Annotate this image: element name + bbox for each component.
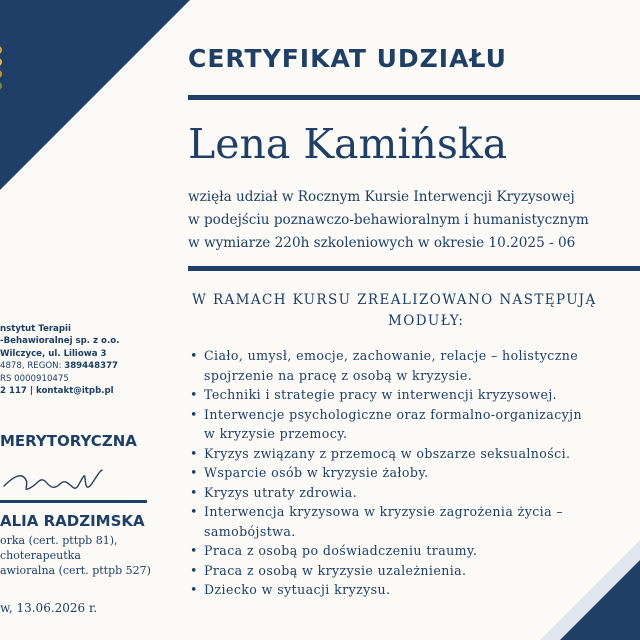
module-item: • Techniki i strategie pracy w interwencji kryzysowej. — [190, 385, 640, 405]
module-item: • Praca z osobą w kryzysie uzależnienia. — [190, 561, 640, 581]
module-item: • Praca z osobą po doświadczeniu traumy. — [190, 541, 640, 561]
modules-list — [190, 346, 640, 600]
description-line: wzięła udział w Rocznym Kursie Interwencji Kryzysowej — [188, 189, 575, 205]
modules-header-line: W RAMACH KURSU ZREALIZOWANO NASTĘPUJĄ — [192, 292, 597, 308]
module-item: • Ciało, umysł, emocje, zachowanie, relacje – holistyczne — [190, 346, 640, 366]
module-item-continuation: w kryzysie przemocy. — [204, 426, 348, 441]
module-item: • Wsparcie osób w kryzysie żałoby. — [190, 463, 640, 483]
signatory-role: orka (cert. pttpb 81), — [0, 534, 118, 547]
signatory-roles — [0, 533, 151, 578]
logo-icon — [0, 46, 8, 94]
description-line: w wymiarze 220h szkoleniowych w okresie 10.2025 - 06 — [188, 235, 576, 251]
modules-header — [188, 290, 640, 332]
corner-decoration-top-left — [0, 0, 190, 190]
module-item-continuation: samobójstwa. — [204, 523, 296, 539]
module-item: • Interwencja kryzysowa w kryzysie zagrożenia życia – — [190, 502, 640, 522]
org-name-line: -Behawioralnej sp. z o.o. — [0, 336, 120, 347]
org-krs: RS 0000910475 — [0, 373, 69, 384]
certificate-description — [188, 186, 640, 255]
module-item-continuation: spojrzenie na pracę z osobą w kryzysie. — [204, 367, 473, 383]
signature-graphic — [0, 462, 110, 500]
place-and-date: w, 13.06.2026 r. — [0, 601, 98, 615]
org-registry-line: 4878, REGON: 389448377 — [0, 361, 119, 372]
signatory-name: ALIA RADZIMSKA — [0, 512, 145, 530]
signatory-heading: MERYTORYCZNA — [0, 432, 137, 450]
signatory-role: choterapeutka — [0, 549, 81, 562]
module-item: • Kryzys związany z przemocą w obszarze seksualności. — [190, 444, 640, 464]
signatory-role: awioralna (cert. pttpb 527) — [0, 564, 151, 577]
organization-details — [0, 323, 150, 397]
org-contact: 2 117 | kontakt@itpb.pl — [0, 386, 114, 397]
description-line: w podejściu poznawczo-behawioralnym i humanistycznym — [188, 212, 589, 228]
description-divider — [188, 266, 640, 271]
module-item: • Dziecko w sytuacji kryzysu. — [190, 580, 640, 600]
recipient-name: Lena Kamińska — [188, 120, 508, 168]
title-divider — [188, 95, 640, 100]
modules-header-line: MODUŁY: — [388, 313, 465, 329]
certificate-title: CERTYFIKAT UDZIAŁU — [188, 44, 507, 73]
signature-line — [0, 500, 147, 503]
org-address: Wilczyce, ul. Liliowa 3 — [0, 348, 107, 359]
module-item: • Interwencje psychologiczne oraz formalno-organizacyjn — [190, 405, 640, 425]
module-item: • Kryzys utraty zdrowia. — [190, 483, 640, 503]
org-name-line: nstytut Terapii — [0, 324, 71, 334]
